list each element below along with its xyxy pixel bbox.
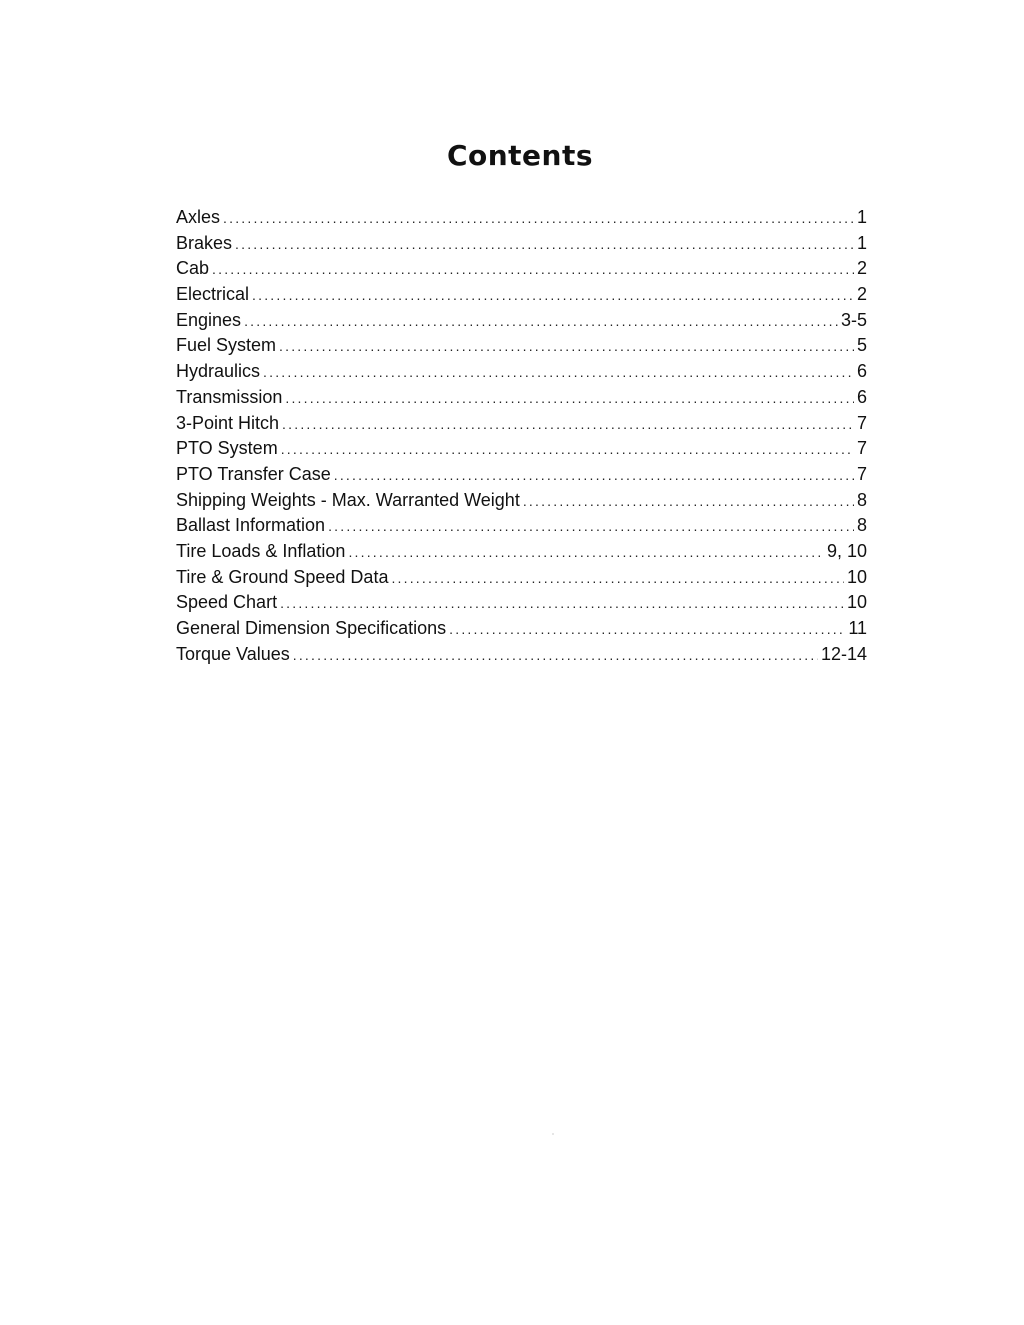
- toc-entry-ballast-information[interactable]: [176, 513, 867, 539]
- toc-entry-page: 7: [856, 438, 867, 459]
- toc-entry-page: 7: [856, 463, 867, 484]
- toc-entry-brakes[interactable]: [176, 231, 867, 257]
- toc-entry-torque-values[interactable]: [176, 642, 867, 668]
- dot-leader: [348, 540, 824, 566]
- toc-entry-tire-loads-inflation[interactable]: [176, 539, 867, 565]
- dot-leader: [280, 591, 844, 617]
- toc-entry-label: Hydraulics: [176, 361, 261, 382]
- toc-entry-fuel-system[interactable]: [176, 333, 867, 359]
- dot-leader: [282, 412, 854, 438]
- toc-entry-pto-transfer-case[interactable]: [176, 462, 867, 488]
- toc-entry-label: PTO System: [176, 438, 278, 459]
- toc-entry-electrical[interactable]: [176, 282, 867, 308]
- toc-entry-engines[interactable]: [176, 308, 867, 334]
- toc-entry-page: 6: [856, 386, 867, 407]
- toc-entry-label: Brakes: [176, 232, 233, 253]
- toc-entry-page: 2: [856, 284, 867, 305]
- toc-entry-page: 5: [856, 335, 867, 356]
- toc-entry-shipping-weights[interactable]: [176, 488, 867, 514]
- toc-entry-label: PTO Transfer Case: [176, 463, 331, 484]
- toc-entry-label: Transmission: [176, 386, 283, 407]
- scan-speck: [552, 1133, 554, 1135]
- toc-entry-page: 10: [846, 566, 867, 587]
- toc-entry-page: 6: [856, 361, 867, 382]
- dot-leader: [449, 617, 845, 643]
- toc-entry-pto-system[interactable]: [176, 436, 867, 462]
- dot-leader: [391, 566, 844, 592]
- toc-entry-page: 3-5: [840, 309, 867, 330]
- toc-entry-page: 2: [856, 258, 867, 279]
- toc-entry-page: 7: [856, 412, 867, 433]
- dot-leader: [244, 309, 838, 335]
- toc-entry-label: Speed Chart: [176, 592, 278, 613]
- toc-entry-hydraulics[interactable]: [176, 359, 867, 385]
- toc-entry-page: 1: [856, 232, 867, 253]
- toc-entry-transmission[interactable]: [176, 385, 867, 411]
- toc-entry-page: 11: [848, 618, 867, 638]
- dot-leader: [293, 643, 818, 669]
- toc-entry-label: General Dimension Specifications: [176, 618, 447, 638]
- dot-leader: [212, 257, 854, 283]
- toc-entry-label: Electrical: [176, 284, 250, 305]
- toc-entry-label: Tire Loads & Inflation: [176, 540, 346, 561]
- dot-leader: [281, 437, 854, 463]
- toc-entry-label: Torque Values: [176, 643, 290, 664]
- toc-entry-label: Shipping Weights - Max. Warranted Weight: [176, 489, 520, 510]
- toc-entry-page: 8: [856, 489, 867, 510]
- toc-entry-label: Fuel System: [176, 335, 277, 356]
- dot-leader: [223, 206, 854, 232]
- dot-leader: [523, 489, 854, 515]
- dot-leader: [328, 514, 854, 540]
- dot-leader: [263, 360, 854, 386]
- dot-leader: [235, 232, 854, 258]
- toc-entry-speed-chart[interactable]: [176, 590, 867, 616]
- toc-entry-label: Cab: [176, 258, 210, 279]
- dot-leader: [252, 283, 854, 309]
- table-of-contents: [176, 205, 867, 667]
- toc-entry-tire-ground-speed-data[interactable]: [176, 565, 867, 591]
- dot-leader: [279, 334, 854, 360]
- toc-entry-axles[interactable]: [176, 205, 867, 231]
- toc-entry-label: Engines: [176, 309, 242, 330]
- toc-entry-page: 12-14: [820, 643, 867, 664]
- toc-entry-3-point-hitch[interactable]: [176, 411, 867, 437]
- toc-entry-label: Ballast Information: [176, 515, 326, 536]
- toc-entry-page: 1: [856, 207, 867, 227]
- toc-entry-page: 10: [846, 592, 867, 613]
- toc-entry-label: Axles: [176, 207, 221, 227]
- toc-entry-cab[interactable]: [176, 256, 867, 282]
- dot-leader: [285, 386, 854, 412]
- dot-leader: [334, 463, 854, 489]
- toc-entry-page: 9, 10: [826, 540, 867, 561]
- toc-entry-general-dimension-specifications[interactable]: [176, 616, 867, 642]
- toc-entry-label: Tire & Ground Speed Data: [176, 566, 389, 587]
- page-title: Contents: [446, 139, 594, 172]
- toc-entry-label: 3-Point Hitch: [176, 412, 280, 433]
- toc-entry-page: 8: [856, 515, 867, 536]
